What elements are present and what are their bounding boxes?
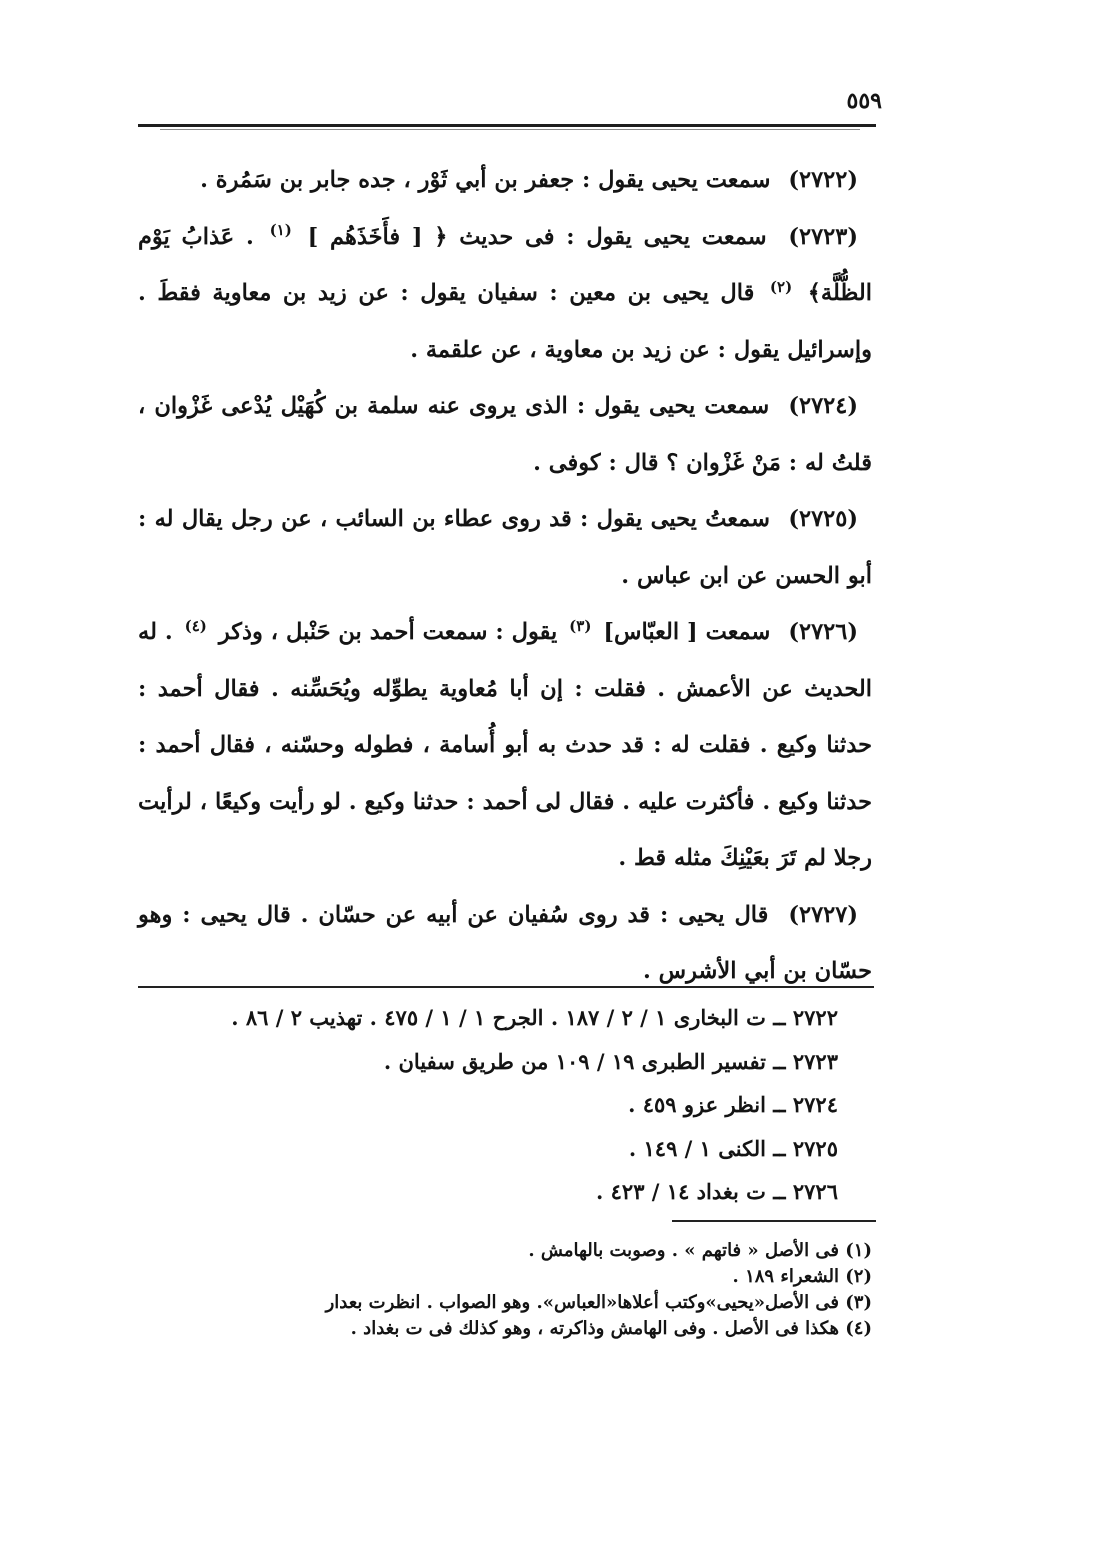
paragraph-text: سمعتُ يحيى يقول : قد روى عطاء بن السائب ، عن رجل يقال له : أبو الحسن عن ابن عباس . (138, 506, 872, 589)
footnote-ref[interactable]: (٢) (769, 277, 793, 296)
footnote: (٤) هكذا فى الأصل . وفى الهامش وذاكرته ، وهو كذلك فى ت بغداد . (350, 1318, 872, 1339)
paragraph-text: سمعت يحيى يقول : جعفر بن أبي ثَوْر ، جده جابر بن سَمُرة . (200, 167, 771, 193)
footnote: (١) فى الأصل « فاتهم » . وصوبت بالهامش . (528, 1240, 872, 1261)
references-section (138, 996, 838, 1214)
main-text (138, 152, 872, 1000)
footnotes-section (132, 1238, 872, 1342)
paragraph-text: سمعت يحيى يقول : الذى يروى عنه سلمة بن كُهَيْل يُدْعى غَزْوان ، قلتُ له : مَنْ غَزْوان ؟ قال : كوفى . (138, 393, 872, 476)
entry-number: (٢٧٢٣) (788, 223, 858, 250)
paragraph-text: قال يحيى بن معين : سفيان يقول : عن زيد بن معاوية فقطَ . وإسرائيل يقول : عن زيد بن معاوية ، عن علقمة . (138, 280, 872, 363)
footnote-ref[interactable]: (٤) (184, 616, 207, 635)
reference-line: ٢٧٢٦ ــ ت بغداد ١٤ / ٤٢٣ . (596, 1179, 838, 1204)
paragraph-2722 (138, 152, 872, 209)
paragraph-2725 (138, 491, 872, 604)
header-rule-thin (160, 129, 860, 130)
entry-number: (٢٧٢٥) (788, 506, 858, 532)
entry-number: (٢٧٢٦) (788, 619, 859, 645)
footnotes-divider (672, 1220, 876, 1222)
entry-number: (٢٧٢٧) (788, 901, 858, 928)
paragraph-text: يقول : سمعت أحمد بن حَنْبل ، وذكر (218, 619, 558, 645)
reference-line: ٢٧٢٢ ــ ت البخارى ١ / ٢ / ١٨٧ . الجرح ١ / ١ / ٤٧٥ . تهذيب ٢ / ٨٦ . (231, 1005, 838, 1030)
paragraph-text: . عَذابُ يَوْم الظُّلَّة﴾ (138, 223, 872, 306)
paragraph-text: . له الحديث عن الأعمش . فقلت : إن أبا مُعاوية يطوِّله ويُحَسِّنه . فقال أحمد : حدثنا وكيع . فقلت له : قد حدث به أبو أُسامة ، فطوله وحسّنه ، فقال أحمد : حدثنا وكيع . فأكثرت عليه . فقال لى أحمد : حدثنا وكيع . لو رأيت وكيعًا ، لرأيت رجلا لم تَرَ بعَيْنِكَ مثله قط . (138, 619, 872, 871)
footnote-ref[interactable]: (١) (269, 221, 292, 239)
paragraph-2727 (138, 887, 872, 1000)
paragraph-text: قال يحيى : قد روى سُفيان عن أبيه عن حسّان . قال يحيى : وهو حسّان بن أبي الأشرس . (138, 901, 872, 984)
paragraph-2726 (138, 604, 872, 887)
paragraph-text: سمعت [ العبّاس] (603, 619, 771, 645)
entry-number: (٢٧٢٢) (788, 167, 858, 193)
paragraph-2724 (138, 378, 872, 491)
entry-number: (٢٧٢٤) (788, 393, 858, 419)
references-divider (138, 986, 874, 988)
reference-line: ٢٧٢٥ ــ الكنى ١ / ١٤٩ . (628, 1135, 838, 1161)
paragraph-text: سمعت يحيى يقول : فى حديث ﴿ [ فأَخَذَهُم ] (307, 223, 767, 250)
reference-line: ٢٧٢٤ ــ انظر عزو ٤٥٩ . (628, 1092, 838, 1117)
footnote: (٢) الشعراء ١٨٩ . (732, 1266, 872, 1287)
paragraph-2723 (138, 209, 872, 379)
header-rule (138, 124, 876, 127)
reference-line: ٢٧٢٣ ــ تفسير الطبرى ١٩ / ١٠٩ من طريق سفيان . (383, 1048, 838, 1074)
footnote: (٣) فى الأصل«يحيى»وكتب أعلاها«العباس». وهو الصواب . انظرت بعدار (325, 1292, 872, 1313)
footnote-ref[interactable]: (٣) (569, 616, 592, 635)
page-number: ٥٥٩ (846, 88, 882, 114)
